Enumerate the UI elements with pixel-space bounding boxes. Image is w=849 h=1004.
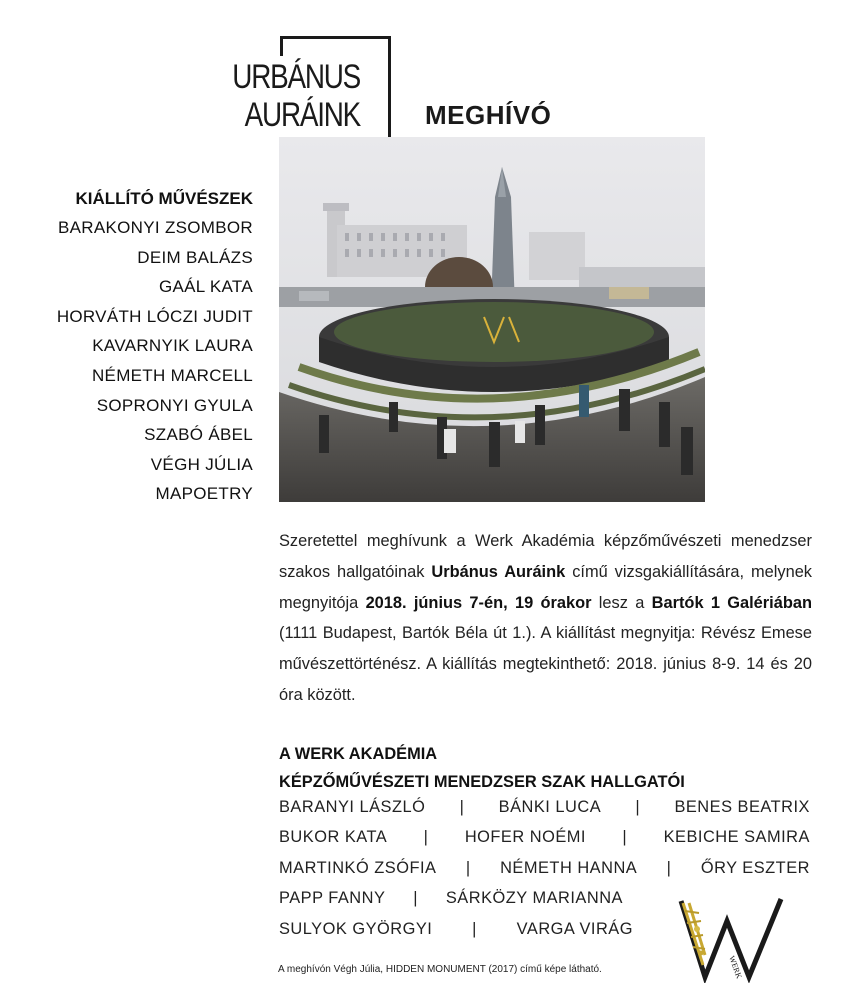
students-row xyxy=(279,889,623,919)
student-name: SÁRKÖZY MARIANNA xyxy=(445,889,623,908)
artist-name: NÉMETH MARCELL xyxy=(91,365,253,385)
students-row xyxy=(279,859,810,889)
invitation-heading: MEGHÍVÓ xyxy=(425,100,552,130)
organizers-heading xyxy=(279,740,685,796)
student-name: SULYOK GYÖRGYI xyxy=(279,919,433,938)
exhibition-name: Urbánus Auráink xyxy=(431,562,566,581)
artist-name: VÉGH JÚLIA xyxy=(150,454,253,474)
artist-name: MAPOETRY xyxy=(155,484,253,504)
werk-logo xyxy=(675,893,795,983)
painting-image xyxy=(279,137,705,502)
student-name: BENES BEATRIX xyxy=(674,798,810,816)
artist-name: HORVÁTH LÓCZI JUDIT xyxy=(56,306,253,326)
student-name: MARTINKÓ ZSÓFIA xyxy=(279,858,437,877)
title-line-2: AURÁINK xyxy=(244,96,360,134)
image-caption: A meghívón Végh Júlia, HIDDEN MONUMENT (2017) című képe látható. xyxy=(278,964,602,975)
student-name: ŐRY ESZTER xyxy=(700,858,810,877)
artists-list xyxy=(20,184,253,509)
artist-name: BARAKONYI ZSOMBOR xyxy=(58,218,253,237)
student-name: VARGA VIRÁG xyxy=(516,919,633,938)
exhibition-title xyxy=(229,58,360,134)
body-text-4: (1111 Budapest, Bartók Béla út 1.). A kiállítást megnyitja: Révész Emese művészettörténész. A kiállítás megtekinthető: 2018. június 8-9. 14 és 20 óra között. xyxy=(279,624,812,704)
separator: | xyxy=(465,858,471,877)
invitation-body xyxy=(279,526,812,711)
artist-name: GAÁL KATA xyxy=(158,277,253,297)
separator: | xyxy=(413,889,419,908)
student-name: HOFER NOÉMI xyxy=(464,828,586,847)
separator: | xyxy=(622,828,628,847)
artist-name: KAVARNYIK LAURA xyxy=(92,336,253,356)
student-name: PAPP FANNY xyxy=(279,889,386,908)
artist-name: SZABÓ ÁBEL xyxy=(144,425,253,445)
separator: | xyxy=(459,798,465,816)
body-text-1: Szeretettel meghívunk a Werk Akadémia képzőművészeti menedzser szakos hallgatóinak xyxy=(279,532,812,581)
body-text-2: című vizsgakiállítására, melynek megnyitója xyxy=(279,562,812,612)
title-line-1: URBÁNUS xyxy=(232,58,360,96)
organizers-line-1: A WERK AKADÉMIA xyxy=(279,745,438,763)
students-row xyxy=(279,920,633,950)
student-name: NÉMETH HANNA xyxy=(500,858,638,877)
student-name: BARANYI LÁSZLÓ xyxy=(279,798,426,816)
student-name: BUKOR KATA xyxy=(279,828,388,847)
separator: | xyxy=(666,858,672,877)
opening-date: 2018. június 7-én, 19 órakor xyxy=(365,593,592,612)
separator: | xyxy=(472,919,477,938)
artist-name: SOPRONYI GYULA xyxy=(96,395,253,415)
students-row xyxy=(279,798,810,828)
venue-name: Bartók 1 Galériában xyxy=(651,593,812,612)
separator: | xyxy=(635,798,641,816)
student-name: BÁNKI LUCA xyxy=(498,798,602,816)
artist-name: DEIM BALÁZS xyxy=(137,247,253,267)
werk-logo-text: WERK xyxy=(727,954,744,980)
artists-heading: KIÁLLÍTÓ MŰVÉSZEK xyxy=(75,189,253,208)
students-row xyxy=(279,828,810,858)
separator: | xyxy=(423,828,429,847)
body-text-3: lesz a xyxy=(591,593,652,612)
organizers-line-2: KÉPZŐMŰVÉSZETI MENEDZSER SZAK HALLGATÓI xyxy=(279,773,685,791)
student-name: KEBICHE SAMIRA xyxy=(663,828,810,847)
